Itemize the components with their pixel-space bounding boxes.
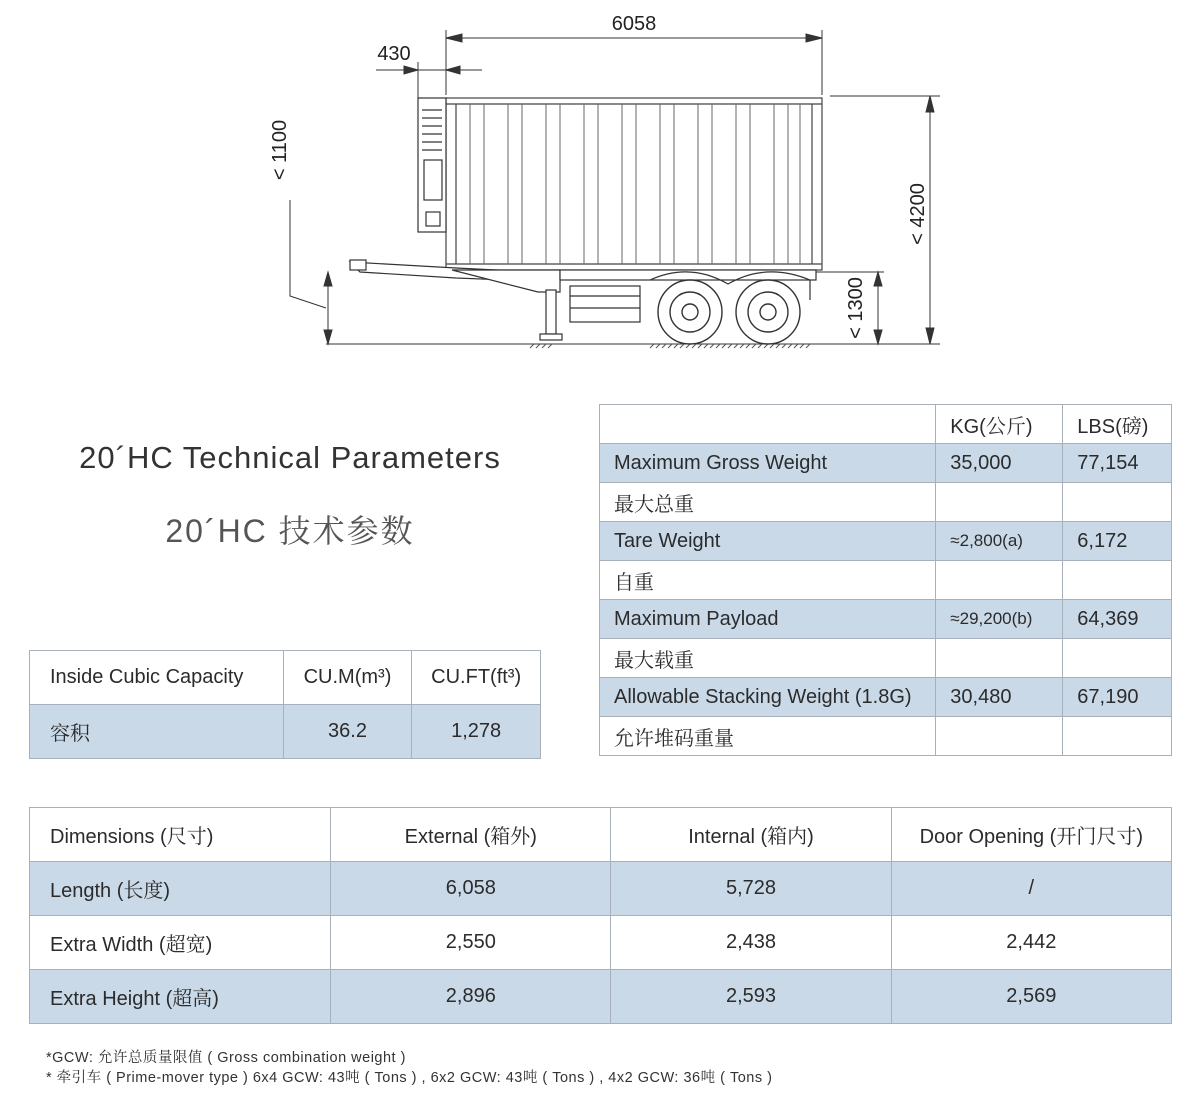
table-row (600, 483, 1172, 522)
dimension-external: 2,896 (331, 970, 611, 1024)
capacity-header-cuft: CU.FT(ft³) (412, 651, 541, 705)
weight-lbs (1063, 483, 1172, 522)
weight-table (599, 404, 1172, 756)
weight-header-empty (600, 405, 936, 444)
dimension-door: 2,569 (891, 970, 1171, 1024)
weight-kg: ≈29,200(b) (936, 600, 1063, 639)
table-row (30, 970, 1172, 1024)
dimension-internal: 5,728 (611, 862, 891, 916)
container-body (446, 98, 822, 270)
dimension-label: Extra Width (超宽) (30, 916, 331, 970)
table-row (600, 639, 1172, 678)
weight-lbs: 67,190 (1063, 678, 1172, 717)
rear-wheels (658, 280, 800, 344)
dimension-internal: 2,593 (611, 970, 891, 1024)
weight-label: 最大总重 (600, 483, 936, 522)
dimension-external: 2,550 (331, 916, 611, 970)
capacity-label: 容积 (30, 705, 284, 759)
weight-kg (936, 561, 1063, 600)
footnote-gcw: *GCW: 允许总质量限值 ( Gross combination weight ) (46, 1050, 406, 1066)
dimensions-header-external: External (箱外) (331, 808, 611, 862)
weight-label: 允许堆码重量 (600, 717, 936, 756)
table-row (30, 862, 1172, 916)
dimensions-header-row (30, 808, 1172, 862)
front-height-dimension (290, 200, 332, 344)
weight-lbs: 64,369 (1063, 600, 1172, 639)
table-row (30, 705, 541, 759)
weight-lbs: 77,154 (1063, 444, 1172, 483)
dimensions-table (29, 807, 1172, 1024)
table-row (30, 916, 1172, 970)
dimension-label: Extra Height (超高) (30, 970, 331, 1024)
front-overhang-label: 430 (377, 43, 411, 65)
weight-label: Maximum Payload (600, 600, 936, 639)
weight-kg (936, 717, 1063, 756)
table-row (600, 717, 1172, 756)
capacity-cum: 36.2 (283, 705, 412, 759)
dimension-door: 2,442 (891, 916, 1171, 970)
weight-kg (936, 483, 1063, 522)
footnotes (46, 1048, 772, 1088)
dimension-external: 6,058 (331, 862, 611, 916)
weight-header-kg: KG(公斤) (936, 405, 1063, 444)
dimensions-header-internal: Internal (箱内) (611, 808, 891, 862)
overall-length-dimension (446, 30, 822, 95)
dimension-label: Length (长度) (30, 862, 331, 916)
table-row (600, 522, 1172, 561)
title-chinese: 20´HC 技术参数 (165, 513, 415, 549)
footnote-prime-mover: * 牵引车 ( Prime-mover type ) 6x4 GCW: 43吨 ( Tons ) , 6x2 GCW: 43吨 ( Tons ) , 4x2 GCW: 36吨 ( Tons ) (46, 1070, 773, 1086)
weight-kg (936, 639, 1063, 678)
deck-height-label: < 1300 (845, 277, 867, 339)
dimension-internal: 2,438 (611, 916, 891, 970)
weight-header-lbs: LBS(磅) (1063, 405, 1172, 444)
table-row (600, 678, 1172, 717)
title-english: 20´HC Technical Parameters (79, 440, 501, 475)
weight-kg: 35,000 (936, 444, 1063, 483)
weight-label: Maximum Gross Weight (600, 444, 936, 483)
capacity-header-row (30, 651, 541, 705)
table-row (600, 600, 1172, 639)
trailer-side-drawing (0, 0, 1200, 360)
weight-label: Allowable Stacking Weight (1.8G) (600, 678, 936, 717)
reefer-unit (418, 98, 446, 232)
capacity-cuft: 1,278 (412, 705, 541, 759)
weight-lbs: 6,172 (1063, 522, 1172, 561)
weight-lbs (1063, 561, 1172, 600)
table-row (600, 561, 1172, 600)
capacity-header-cum: CU.M(m³) (283, 651, 412, 705)
dimensions-header-label: Dimensions (尺寸) (30, 808, 331, 862)
dimensions-header-door: Door Opening (开门尺寸) (891, 808, 1171, 862)
overall-length-label: 6058 (611, 13, 657, 35)
table-row (600, 444, 1172, 483)
front-height-label: < 1100 (269, 119, 291, 181)
capacity-table (29, 650, 541, 759)
weight-label: 自重 (600, 561, 936, 600)
weight-kg: 30,480 (936, 678, 1063, 717)
weight-kg: ≈2,800(a) (936, 522, 1063, 561)
front-overhang-dimension (376, 62, 482, 100)
weight-label: 最大载重 (600, 639, 936, 678)
dimension-door: / (891, 862, 1171, 916)
capacity-header-label: Inside Cubic Capacity (30, 651, 284, 705)
total-height-label: < 4200 (907, 183, 929, 245)
weight-lbs (1063, 639, 1172, 678)
weight-lbs (1063, 717, 1172, 756)
weight-header-row (600, 405, 1172, 444)
weight-label: Tare Weight (600, 522, 936, 561)
